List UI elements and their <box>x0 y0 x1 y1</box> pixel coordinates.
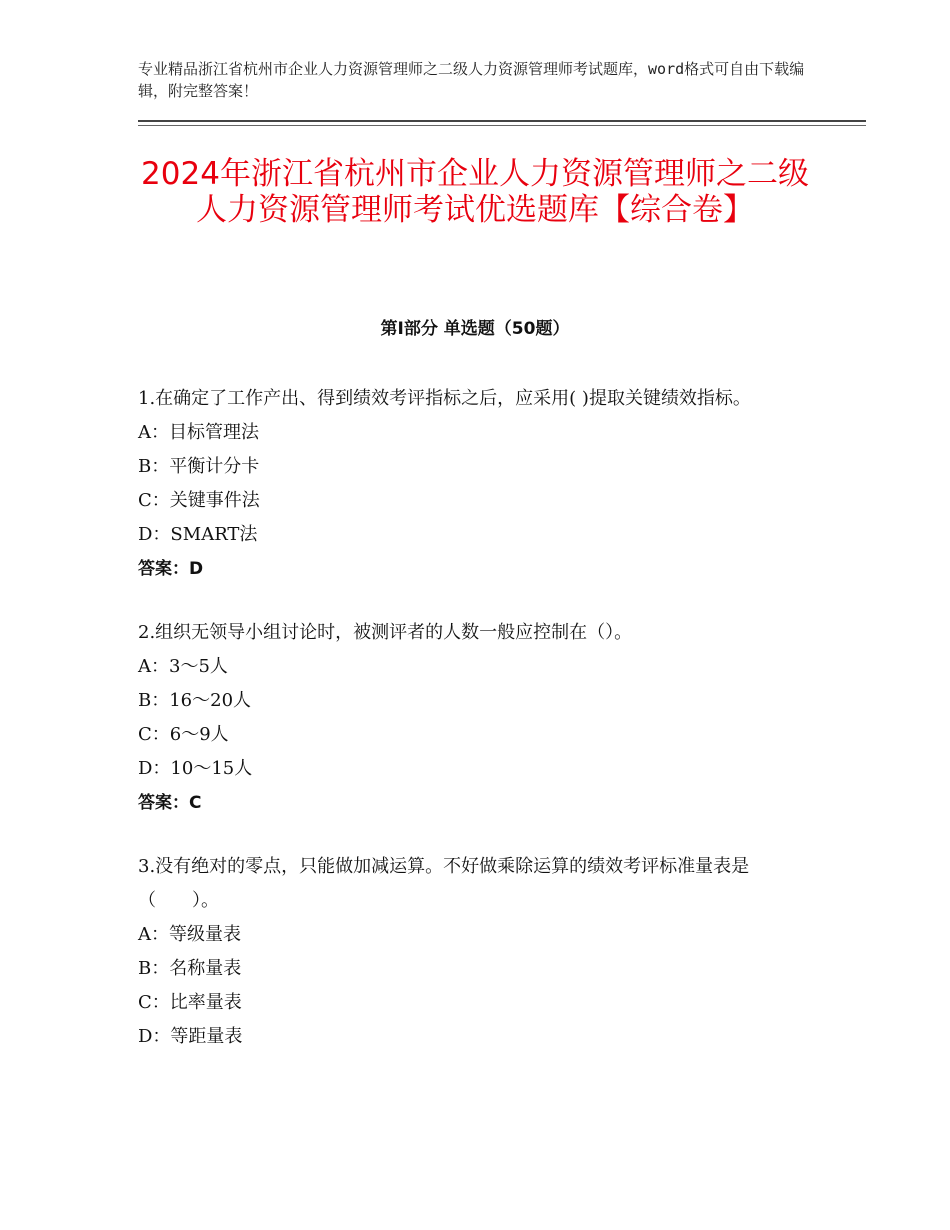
option-a: A：目标管理法 <box>138 422 259 443</box>
question-stem: 1.在确定了工作产出、得到绩效考评指标之后，应采用( )提取关键绩效指标。 <box>138 388 751 409</box>
option-b: B：16～20人 <box>138 690 252 711</box>
option-c: C：关键事件法 <box>138 490 260 511</box>
header-divider-thin <box>138 125 866 126</box>
option-d: D：10～15人 <box>138 758 253 779</box>
option-d: D：SMART法 <box>138 524 258 545</box>
option-a: A：3～5人 <box>138 656 228 677</box>
header-note: 专业精品浙江省杭州市企业人力资源管理师之二级人力资源管理师考试题库，word格式可自由下载编辑，附完整答案！ <box>138 60 805 100</box>
option-c: C：6～9人 <box>138 724 229 745</box>
option-c: C：比率量表 <box>138 992 242 1013</box>
answer: 答案：C <box>138 793 202 813</box>
question-stem: 2.组织无领导小组讨论时，被测评者的人数一般应控制在（）。 <box>138 622 633 643</box>
document-title: 2024年浙江省杭州市企业人力资源管理师之二级人力资源管理师考试优选题库【综合卷】 <box>141 156 809 228</box>
option-b: B：名称量表 <box>138 958 242 979</box>
question-2 <box>138 616 818 820</box>
question-1 <box>138 382 818 586</box>
question-stem: 3.没有绝对的零点，只能做加减运算。不好做乘除运算的绩效考评标准量表是（ ）。 <box>138 856 750 911</box>
option-d: D：等距量表 <box>138 1026 243 1047</box>
section-title: 第Ⅰ部分 单选题（50题） <box>380 319 570 339</box>
option-b: B：平衡计分卡 <box>138 456 260 477</box>
answer: 答案：D <box>138 559 204 579</box>
option-a: A：等级量表 <box>138 924 241 945</box>
question-list <box>138 382 818 1084</box>
question-3 <box>138 850 818 1054</box>
header-divider <box>138 120 866 122</box>
